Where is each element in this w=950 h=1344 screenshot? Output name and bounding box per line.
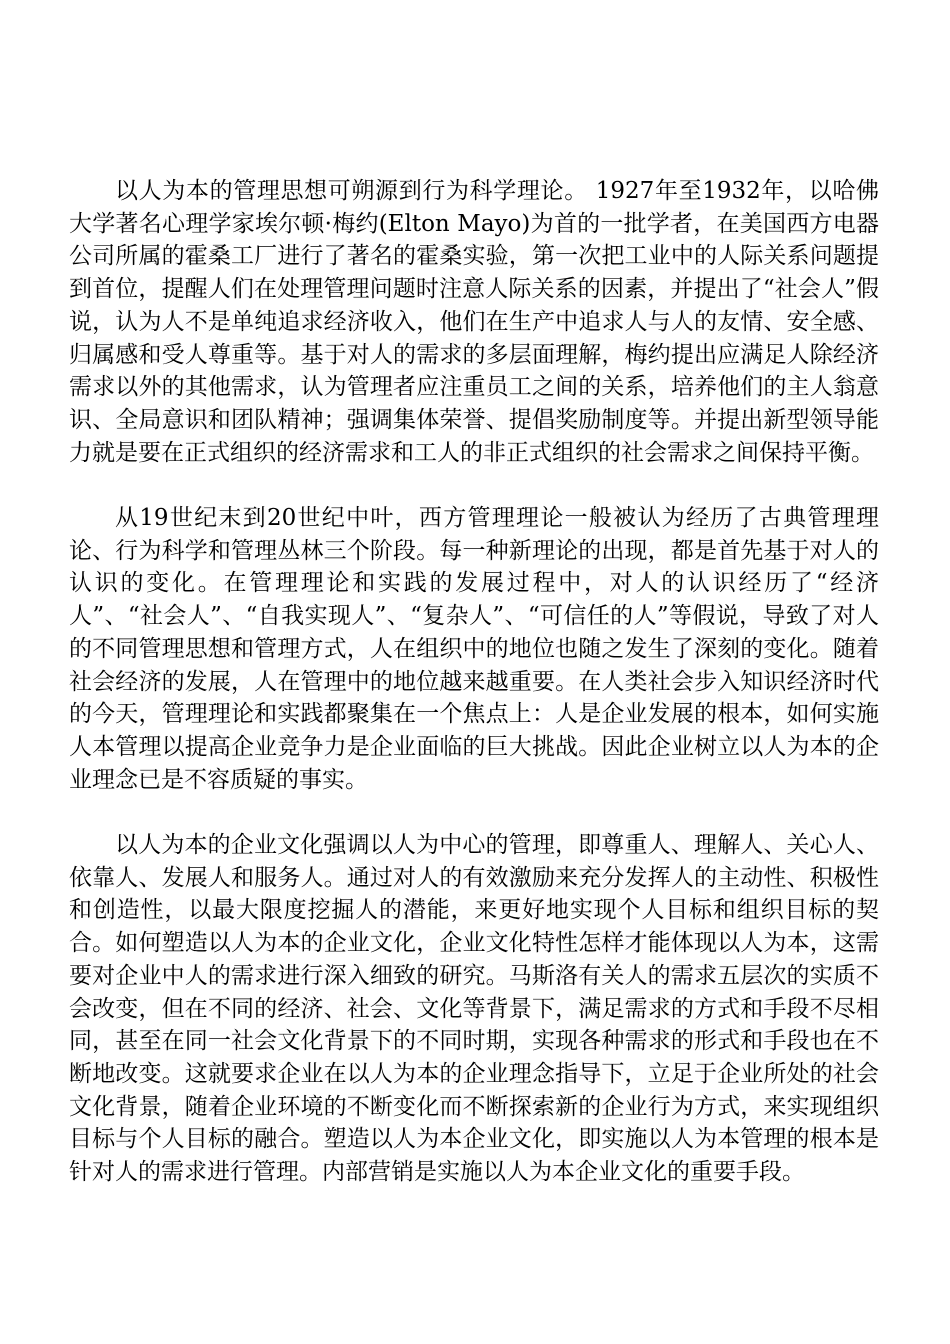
document-body (69, 175, 879, 1189)
paragraph-2: 从19世纪末到20世纪中叶，西方管理理论一般被认为经历了古典管理理论、行为科学和管理丛林三个阶段。每一种新理论的出现，都是首先基于对人的认识的变化。在管理理论和实践的发展过程中，对人的认识经历了“经济人”、“社会人”、“自我实现人”、“复杂人”、“可信任的人”等假说，导致了对人的不同管理思想和管理方式，人在组织中的地位也随之发生了深刻的变化。随着社会经济的发展，人在管理中的地位越来越重要。在人类社会步入知识经济时代的今天，管理理论和实践都聚集在一个焦点上：人是企业发展的根本，如何实施人本管理以提高企业竞争力是企业面临的巨大挑战。因此企业树立以人为本的企业理念已是不容质疑的事实。 (69, 505, 879, 793)
paragraph-1: 以人为本的管理思想可朔源到行为科学理论。 1927年至1932年，以哈佛大学著名心理学家埃尔顿·梅约(Elton Mayo)为首的一批学者，在美国西方电器公司所属的霍桑工厂进行了著名的霍桑实验，第一次把工业中的人际关系问题提到首位，提醒人们在处理管理问题时注意人际关系的因素，并提出了“社会人”假说，认为人不是单纯追求经济收入，他们在生产中追求人与人的友情、安全感、归属感和受人尊重等。基于对人的需求的多层面理解，梅约提出应满足人除经济需求以外的其他需求，认为管理者应注重员工之间的关系，培养他们的主人翁意识、全局意识和团队精神；强调集体荣誉、提倡奖励制度等。并提出新型领导能力就是要在正式组织的经济需求和工人的非正式组织的社会需求之间保持平衡。 (69, 178, 879, 466)
paragraph-3: 以人为本的企业文化强调以人为中心的管理，即尊重人、理解人、关心人、依靠人、发展人和服务人。通过对人的有效激励来充分发挥人的主动性、积极性和创造性，以最大限度挖掘人的潜能，来更好地实现个人目标和组织目标的契合。如何塑造以人为本的企业文化，企业文化特性怎样才能体现以人为本，这需要对企业中人的需求进行深入细致的研究。马斯洛有关人的需求五层次的实质不会改变，但在不同的经济、社会、文化等背景下，满足需求的方式和手段不尽相同，甚至在同一社会文化背景下的不同时期，实现各种需求的形式和手段也在不断地改变。这就要求企业在以人为本的企业理念指导下，立足于企业所处的社会文化背景，随着企业环境的不断变化而不断探索新的企业行为方式，来实现组织目标与个人目标的融合。塑造以人为本企业文化，即实施以人为本管理的根本是针对人的需求进行管理。内部营销是实施以人为本企业文化的重要手段。 (69, 832, 879, 1186)
